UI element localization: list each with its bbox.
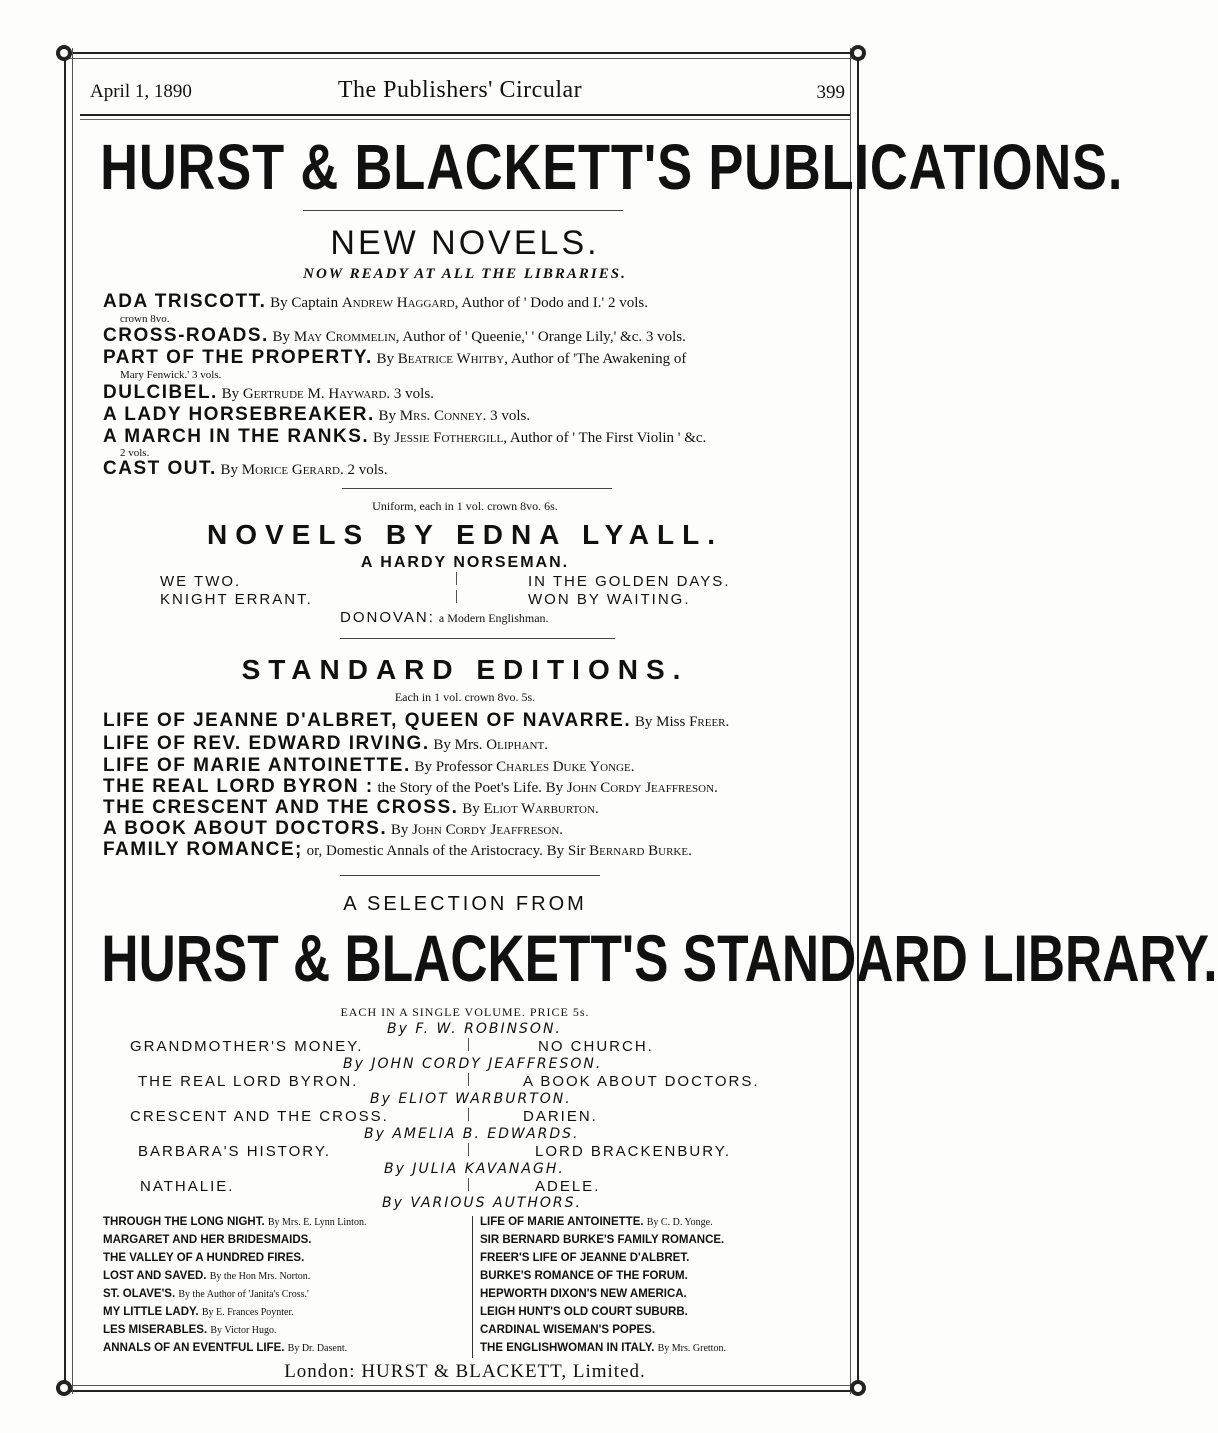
- list-item: CARDINAL WISEMAN'S POPES.: [480, 1324, 656, 1336]
- book-title: IN THE GOLDEN DAYS.: [528, 573, 731, 590]
- frame-right-rule: [850, 48, 859, 1394]
- price-note: Uniform, each in 1 vol. crown 8vo. 6s.: [372, 499, 558, 513]
- book-title: DULCIBEL.: [103, 382, 218, 403]
- list-item: SIR BERNARD BURKE'S FAMILY ROMANCE.: [480, 1234, 725, 1246]
- book-title: ADA TRISCOTT.: [103, 291, 267, 312]
- list-item: THROUGH THE LONG NIGHT. By Mrs. E. Lynn Linton.: [103, 1216, 367, 1228]
- list-item: FREER'S LIFE OF JEANNE D'ALBRET.: [480, 1252, 690, 1264]
- list-item: THE CRESCENT AND THE CROSS. By Eliot Warburton.: [103, 797, 599, 818]
- column-divider: |: [467, 1141, 471, 1157]
- book-title: THE REAL LORD BYRON :: [103, 776, 374, 797]
- list-item: LES MISERABLES. By Victor Hugo.: [103, 1324, 277, 1336]
- column-divider: |: [455, 588, 459, 604]
- list-item: PART OF THE PROPERTY. By Beatrice Whitby, Author of 'The Awakening of: [103, 347, 687, 368]
- price-note: EACH IN A SINGLE VOLUME. PRICE 5s.: [340, 1005, 590, 1019]
- header-rule: [80, 114, 850, 116]
- section-heading: STANDARD EDITIONS.: [241, 654, 689, 685]
- book-title: A LADY HORSEBREAKER.: [103, 404, 375, 425]
- column-divider: |: [467, 1036, 471, 1052]
- book-title: CAST OUT.: [103, 458, 217, 479]
- book-title: A BOOK ABOUT DOCTORS.: [523, 1073, 760, 1090]
- list-item: ST. OLAVE'S. By the Author of 'Janita's Cross.': [103, 1288, 309, 1300]
- list-item: DULCIBEL. By Gertrude M. Hayward. 3 vols.: [103, 382, 434, 403]
- book-title: WE TWO.: [160, 573, 242, 590]
- column-divider: [472, 1216, 473, 1358]
- author-name: Jessie Fothergill: [394, 430, 504, 446]
- list-item: HEPWORTH DIXON'S NEW AMERICA.: [480, 1288, 687, 1300]
- book-title: THE CRESCENT AND THE CROSS.: [103, 797, 459, 818]
- column-divider: |: [455, 570, 459, 586]
- library-title: HURST & BLACKETT'S STANDARD LIBRARY.: [101, 921, 1218, 995]
- section-subheading: NOW READY AT ALL THE LIBRARIES.: [303, 266, 627, 282]
- author-name: May Crommelin: [293, 329, 396, 345]
- list-item: BURKE'S ROMANCE OF THE FORUM.: [480, 1270, 688, 1282]
- author-name: Mrs. Conney: [399, 408, 483, 424]
- list-item: LIFE OF MARIE ANTOINETTE. By C. D. Yonge.: [480, 1216, 713, 1228]
- author-name: Eliot Warburton: [483, 801, 595, 817]
- list-item: LIFE OF JEANNE D'ALBRET, QUEEN OF NAVARRE. By Miss Freer.: [103, 710, 730, 731]
- list-item-note: 2 vols.: [120, 447, 150, 459]
- author-name: Bernard Burke: [589, 843, 689, 859]
- book-title: A HARDY NORSEMAN.: [360, 554, 570, 571]
- journal-title: The Publishers' Circular: [337, 77, 583, 103]
- book-title: GRANDMOTHER'S MONEY.: [130, 1038, 364, 1055]
- issue-date: April 1, 1890: [90, 81, 192, 102]
- book-title: BARBARA'S HISTORY.: [138, 1143, 332, 1160]
- book-title: LIFE OF MARIE ANTOINETTE.: [103, 755, 411, 776]
- book-title: LIFE OF REV. EDWARD IRVING.: [103, 733, 430, 754]
- author-heading: By F. W. ROBINSON.: [387, 1021, 562, 1037]
- author-name: Oliphant: [486, 737, 545, 753]
- price-note: Each in 1 vol. crown 8vo. 5s.: [394, 690, 536, 704]
- author-name: Andrew Haggard: [341, 295, 455, 311]
- book-title: THE REAL LORD BYRON.: [138, 1073, 359, 1090]
- author-heading: By JOHN CORDY JEAFFRESON.: [343, 1056, 603, 1072]
- publisher-imprint: London: HURST & BLACKETT, Limited.: [284, 1361, 646, 1382]
- list-item: MARGARET AND HER BRIDESMAIDS.: [103, 1234, 312, 1246]
- list-item: LIFE OF MARIE ANTOINETTE. By Professor Charles Duke Yonge.: [103, 755, 635, 776]
- publisher-banner: HURST & BLACKETT'S PUBLICATIONS.: [100, 131, 1124, 203]
- book-title: PART OF THE PROPERTY.: [103, 347, 373, 368]
- book-title: LIFE OF JEANNE D'ALBRET, QUEEN OF NAVARRE.: [103, 710, 632, 731]
- frame-top-rule: [60, 52, 864, 59]
- book-title: ADELE.: [535, 1178, 601, 1195]
- book-title: DARIEN.: [523, 1108, 598, 1125]
- book-title: LORD BRACKENBURY.: [535, 1143, 731, 1160]
- section-heading: NEW NOVELS.: [330, 224, 600, 262]
- list-item: CAST OUT. By Morice Gerard. 2 vols.: [103, 458, 388, 479]
- author-name: Freer: [689, 714, 726, 730]
- list-item: THE REAL LORD BYRON : the Story of the Poet's Life. By John Cordy Jeaffreson.: [103, 776, 718, 797]
- book-title: A MARCH IN THE RANKS.: [103, 426, 370, 447]
- author-name: Beatrice Whitby: [397, 351, 505, 367]
- author-heading: By JULIA KAVANAGH.: [384, 1161, 565, 1177]
- list-item: THE ENGLISHWOMAN IN ITALY. By Mrs. Gretton.: [480, 1342, 726, 1354]
- list-item-note: Mary Fenwick.' 3 vols.: [120, 369, 222, 381]
- divider: [340, 875, 600, 876]
- section-heading: NOVELS BY EDNA LYALL.: [206, 519, 723, 550]
- list-item: CROSS-ROADS. By May Crommelin, Author of ' Queenie,' ' Orange Lily,' &c. 3 vols.: [103, 325, 686, 346]
- divider: [340, 638, 615, 639]
- header-rule: [80, 119, 850, 120]
- book-title: CRESCENT AND THE CROSS.: [130, 1108, 389, 1125]
- book-title: NATHALIE.: [140, 1178, 235, 1195]
- author-name: Charles Duke Yonge: [496, 759, 631, 775]
- frame-left-rule: [64, 48, 73, 1394]
- column-divider: |: [467, 1106, 471, 1122]
- list-item: A LADY HORSEBREAKER. By Mrs. Conney. 3 vols.: [103, 404, 531, 425]
- list-item: THE VALLEY OF A HUNDRED FIRES.: [103, 1252, 305, 1264]
- author-heading: By ELIOT WARBURTON.: [370, 1091, 572, 1107]
- page-number: 399: [816, 82, 845, 103]
- author-name: Gertrude M. Hayward: [242, 386, 387, 402]
- list-item: FAMILY ROMANCE; or, Domestic Annals of the Aristocracy. By Sir Bernard Burke.: [103, 839, 692, 860]
- list-item: LOST AND SAVED. By the Hon Mrs. Norton.: [103, 1270, 311, 1282]
- column-divider: |: [467, 1071, 471, 1087]
- author-name: Morice Gerard: [241, 462, 340, 478]
- divider: [303, 210, 623, 211]
- list-item: MY LITTLE LADY. By E. Frances Poynter.: [103, 1306, 294, 1318]
- book-title: KNIGHT ERRANT.: [160, 591, 313, 608]
- book-title: FAMILY ROMANCE;: [103, 839, 303, 860]
- corner-ornament-icon: [850, 1380, 866, 1396]
- author-name: John Cordy Jeaffreson: [412, 822, 560, 838]
- list-item: LIFE OF REV. EDWARD IRVING. By Mrs. Oliphant.: [103, 733, 548, 754]
- list-item: ANNALS OF AN EVENTFUL LIFE. By Dr. Dasent.: [103, 1342, 348, 1354]
- section-heading: A SELECTION FROM: [343, 893, 587, 915]
- list-item: ADA TRISCOTT. By Captain Andrew Haggard, Author of ' Dodo and I.' 2 vols.: [103, 291, 648, 312]
- column-divider: |: [467, 1176, 471, 1192]
- list-item-note: crown 8vo.: [120, 313, 170, 325]
- list-item: A MARCH IN THE RANKS. By Jessie Fothergill, Author of ' The First Violin ' &c.: [103, 426, 707, 447]
- author-heading: By AMELIA B. EDWARDS.: [364, 1126, 580, 1142]
- frame-bottom-rule: [60, 1385, 864, 1392]
- corner-ornament-icon: [850, 45, 866, 61]
- author-heading: By VARIOUS AUTHORS.: [382, 1195, 582, 1211]
- corner-ornament-icon: [56, 1380, 72, 1396]
- book-title: A BOOK ABOUT DOCTORS.: [103, 818, 388, 839]
- corner-ornament-icon: [56, 45, 72, 61]
- list-item: DONOVAN: a Modern Englishman.: [340, 609, 549, 626]
- book-title: DONOVAN:: [340, 609, 435, 626]
- book-title: CROSS-ROADS.: [103, 325, 269, 346]
- list-item: LEIGH HUNT'S OLD COURT SUBURB.: [480, 1306, 688, 1318]
- book-title: WON BY WAITING.: [528, 591, 691, 608]
- author-name: John Cordy Jeaffreson: [566, 780, 715, 796]
- book-title: NO CHURCH.: [538, 1038, 654, 1055]
- divider: [342, 488, 612, 489]
- list-item: A BOOK ABOUT DOCTORS. By John Cordy Jeaffreson.: [103, 818, 564, 839]
